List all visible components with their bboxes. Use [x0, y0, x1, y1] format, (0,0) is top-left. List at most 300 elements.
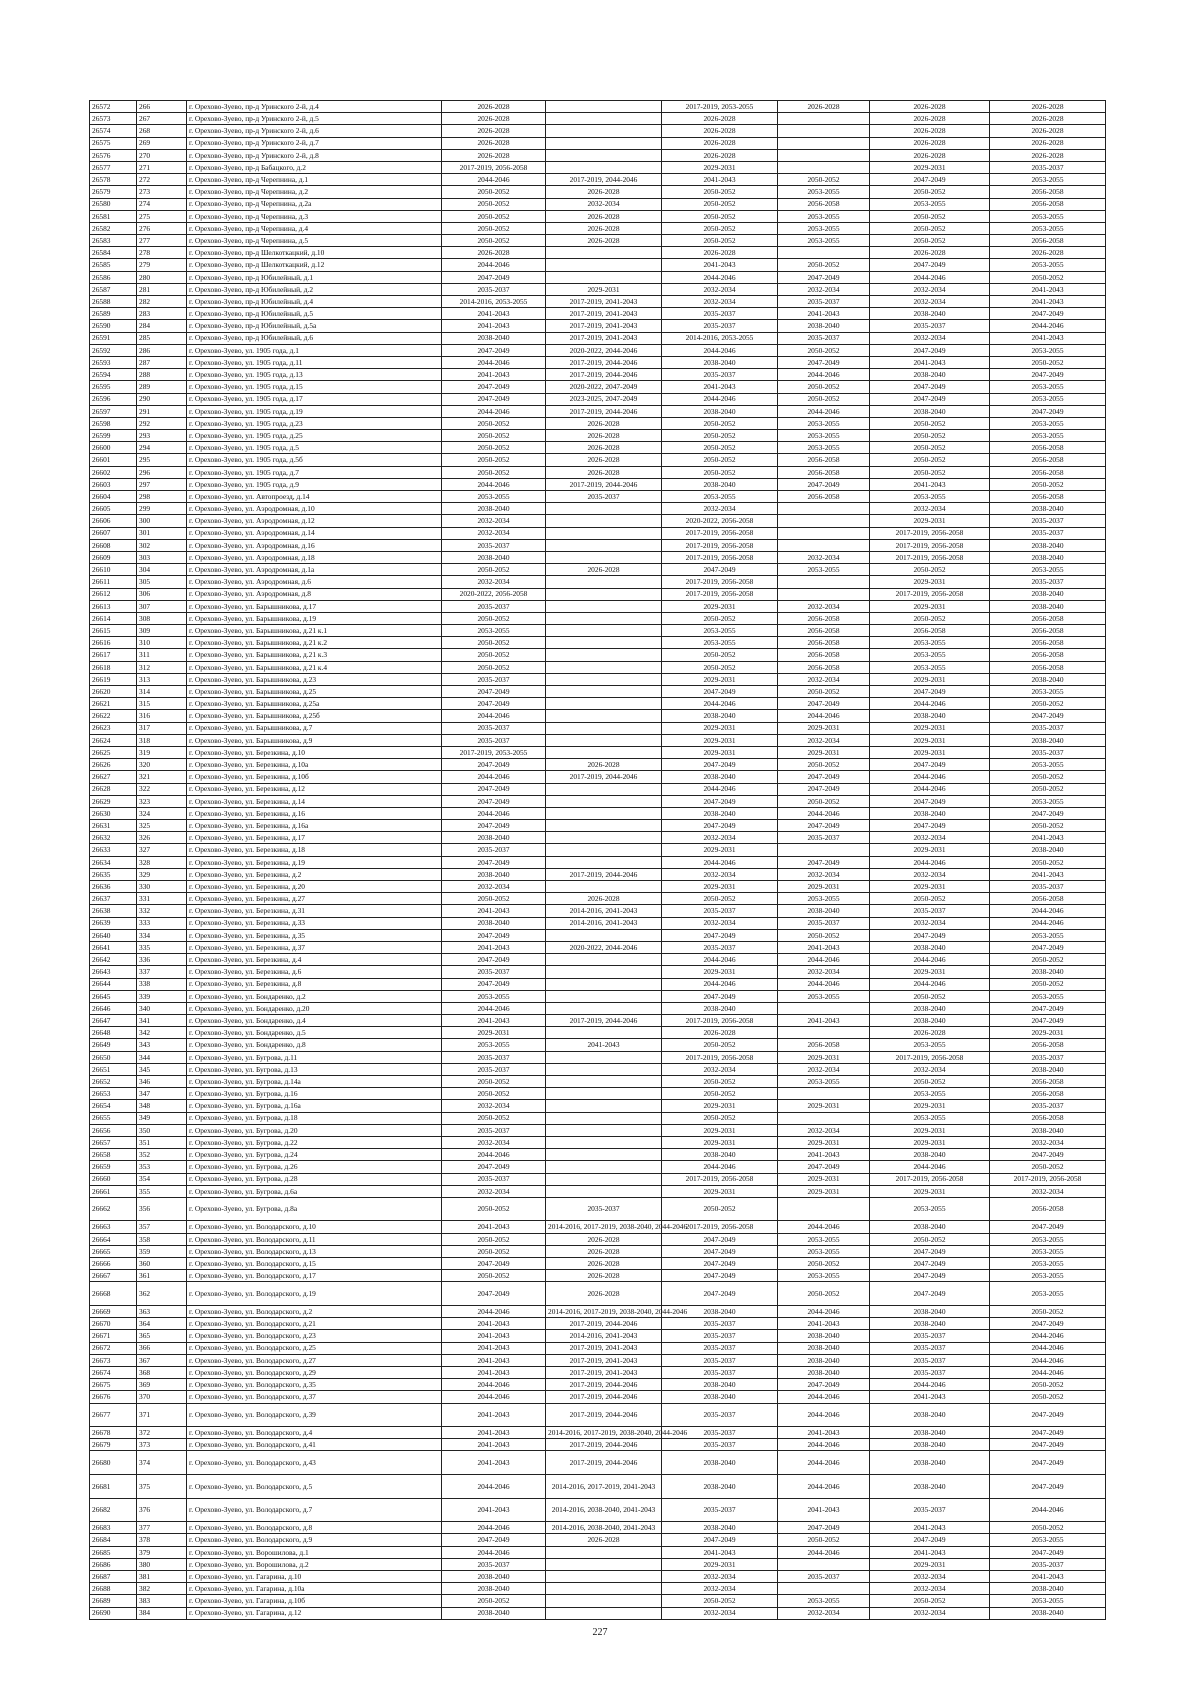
table-cell: 2029-2031: [990, 1027, 1106, 1039]
table-cell: 2032-2034: [662, 1063, 778, 1075]
table-cell: г. Орехово-Зуево, ул. Ворошилова, д.2: [187, 1558, 442, 1570]
table-cell: 2053-2055: [778, 210, 870, 222]
table-cell: г. Орехово-Зуево, ул. Аэродромная, д.10: [187, 503, 442, 515]
table-cell: г. Орехово-Зуево, пр-д Бабацкого, д.2: [187, 161, 442, 173]
table-cell: 2050-2052: [442, 661, 546, 673]
table-cell: 2035-2037: [662, 1498, 778, 1522]
table-cell: 2038-2040: [442, 332, 546, 344]
table-cell: 2053-2055: [778, 235, 870, 247]
table-cell: г. Орехово-Зуево, ул. Аэродромная, д.16: [187, 539, 442, 551]
table-cell: 2026-2028: [442, 137, 546, 149]
table-cell: 2038-2040: [662, 1379, 778, 1391]
table-row: [90, 1039, 1106, 1051]
table-cell: 26628: [90, 783, 137, 795]
table-cell: г. Орехово-Зуево, пр-д Шелкоткацкий, д.10: [187, 247, 442, 259]
table-cell: [546, 1124, 662, 1136]
table-cell: 2017-2019, 2056-2058: [870, 527, 990, 539]
table-cell: 381: [137, 1571, 187, 1583]
table-cell: 376: [137, 1498, 187, 1522]
table-cell: 2056-2058: [990, 1039, 1106, 1051]
table-cell: 377: [137, 1522, 187, 1534]
table-cell: [546, 929, 662, 941]
table-cell: 2029-2031: [662, 673, 778, 685]
table-cell: 2047-2049: [778, 478, 870, 490]
table-cell: 2038-2040: [442, 917, 546, 929]
table-cell: 328: [137, 856, 187, 868]
table-cell: 2044-2046: [778, 710, 870, 722]
table-cell: [778, 1002, 870, 1014]
table-cell: 2032-2034: [870, 917, 990, 929]
table-cell: 2032-2034: [990, 1185, 1106, 1197]
table-cell: 2029-2031: [870, 734, 990, 746]
table-cell: 2053-2055: [990, 759, 1106, 771]
table-cell: г. Орехово-Зуево, ул. Володарского, д.29: [187, 1366, 442, 1378]
table-row: [90, 1221, 1106, 1233]
table-cell: 2047-2049: [778, 1522, 870, 1534]
table-cell: 2044-2046: [990, 1342, 1106, 1354]
table-cell: 2050-2052: [662, 454, 778, 466]
table-cell: 2044-2046: [990, 917, 1106, 929]
table-cell: 271: [137, 161, 187, 173]
table-cell: 2050-2052: [662, 612, 778, 624]
table-row: [90, 868, 1106, 880]
table-cell: 2047-2049: [778, 271, 870, 283]
table-cell: 2056-2058: [990, 612, 1106, 624]
table-row: [90, 466, 1106, 478]
table-cell: 2041-2043: [546, 1039, 662, 1051]
table-cell: 26677: [90, 1403, 137, 1427]
table-cell: 2038-2040: [662, 807, 778, 819]
table-cell: [778, 149, 870, 161]
table-cell: 26690: [90, 1607, 137, 1619]
table-cell: 26673: [90, 1354, 137, 1366]
table-cell: 2044-2046: [442, 1149, 546, 1161]
table-cell: 2050-2052: [442, 1197, 546, 1221]
table-cell: 2029-2031: [870, 881, 990, 893]
table-cell: 2041-2043: [662, 174, 778, 186]
table-cell: 2047-2049: [990, 1546, 1106, 1558]
table-cell: 2029-2031: [870, 1185, 990, 1197]
table-row: [90, 929, 1106, 941]
table-cell: 2050-2052: [442, 649, 546, 661]
table-cell: 2029-2031: [778, 1136, 870, 1148]
table-cell: 2047-2049: [778, 1379, 870, 1391]
table-cell: 2053-2055: [990, 259, 1106, 271]
table-cell: 2056-2058: [990, 649, 1106, 661]
table-cell: 2047-2049: [778, 1161, 870, 1173]
table-cell: 2050-2052: [662, 893, 778, 905]
table-cell: г. Орехово-Зуево, ул. Аэродромная, д.6: [187, 576, 442, 588]
table-cell: [546, 600, 662, 612]
table-cell: 2041-2043: [442, 1015, 546, 1027]
table-cell: 2035-2037: [662, 320, 778, 332]
table-cell: 26586: [90, 271, 137, 283]
table-cell: г. Орехово-Зуево, ул. Аэродромная, д.18: [187, 551, 442, 563]
table-cell: 2041-2043: [442, 1451, 546, 1475]
table-cell: 2050-2052: [662, 442, 778, 454]
table-cell: 2032-2034: [778, 551, 870, 563]
table-row: [90, 649, 1106, 661]
table-cell: 2032-2034: [778, 734, 870, 746]
table-cell: 2038-2040: [870, 1475, 990, 1499]
table-cell: 2053-2055: [870, 491, 990, 503]
table-cell: 338: [137, 978, 187, 990]
table-row: [90, 515, 1106, 527]
table-cell: 2053-2055: [778, 430, 870, 442]
table-cell: 2029-2031: [662, 746, 778, 758]
table-cell: 26592: [90, 344, 137, 356]
table-cell: 2044-2046: [442, 259, 546, 271]
table-cell: 2050-2052: [990, 1161, 1106, 1173]
table-cell: 2038-2040: [870, 1149, 990, 1161]
table-cell: 2017-2019, 2056-2058: [870, 1051, 990, 1063]
table-cell: 2044-2046: [990, 320, 1106, 332]
table-cell: 369: [137, 1379, 187, 1391]
table-cell: [778, 1558, 870, 1570]
table-row: [90, 1498, 1106, 1522]
table-cell: г. Орехово-Зуево, ул. Барышникова, д.21 к.1: [187, 625, 442, 637]
table-cell: 2050-2052: [990, 954, 1106, 966]
table-row: [90, 856, 1106, 868]
table-cell: 2038-2040: [662, 1522, 778, 1534]
table-cell: г. Орехово-Зуево, ул. Барышникова, д.9: [187, 734, 442, 746]
table-cell: [546, 1088, 662, 1100]
table-cell: 2050-2052: [662, 210, 778, 222]
table-cell: г. Орехово-Зуево, ул. Гагарина, д.10б: [187, 1595, 442, 1607]
table-cell: 2053-2055: [870, 198, 990, 210]
table-cell: 330: [137, 881, 187, 893]
table-cell: 2056-2058: [778, 637, 870, 649]
table-cell: 26596: [90, 393, 137, 405]
table-cell: 2044-2046: [870, 978, 990, 990]
table-cell: 339: [137, 990, 187, 1002]
table-row: [90, 247, 1106, 259]
table-cell: 2029-2031: [778, 881, 870, 893]
table-cell: 340: [137, 1002, 187, 1014]
table-cell: 2044-2046: [870, 1161, 990, 1173]
table-cell: 2050-2052: [662, 1039, 778, 1051]
table-cell: 2044-2046: [662, 856, 778, 868]
table-cell: 313: [137, 673, 187, 685]
table-cell: 2017-2019, 2044-2046: [546, 868, 662, 880]
table-row: [90, 210, 1106, 222]
table-cell: 26682: [90, 1498, 137, 1522]
table-cell: 2047-2049: [990, 710, 1106, 722]
table-cell: 2038-2040: [662, 405, 778, 417]
table-cell: 26603: [90, 478, 137, 490]
table-cell: 2050-2052: [442, 466, 546, 478]
table-cell: 26659: [90, 1161, 137, 1173]
table-cell: 2041-2043: [442, 1330, 546, 1342]
table-cell: 26580: [90, 198, 137, 210]
table-cell: 26620: [90, 686, 137, 698]
table-cell: 2050-2052: [442, 186, 546, 198]
table-row: [90, 710, 1106, 722]
table-row: [90, 771, 1106, 783]
table-cell: г. Орехово-Зуево, ул. Барышникова, д.7: [187, 722, 442, 734]
table-row: [90, 734, 1106, 746]
table-cell: [546, 783, 662, 795]
table-cell: 2047-2049: [990, 1002, 1106, 1014]
table-row: [90, 978, 1106, 990]
table-cell: 2050-2052: [870, 612, 990, 624]
table-cell: 2056-2058: [990, 661, 1106, 673]
table-cell: 26583: [90, 235, 137, 247]
table-cell: 2050-2052: [870, 1595, 990, 1607]
table-cell: 2056-2058: [778, 466, 870, 478]
table-cell: 2053-2055: [990, 564, 1106, 576]
table-cell: 2050-2052: [442, 1245, 546, 1257]
table-cell: 2032-2034: [546, 198, 662, 210]
table-cell: г. Орехово-Зуево, пр-д Уринского 2-й, д.8: [187, 149, 442, 161]
table-cell: 2017-2019, 2056-2058: [662, 1221, 778, 1233]
table-row: [90, 1475, 1106, 1499]
table-cell: 2032-2034: [662, 296, 778, 308]
table-cell: 2050-2052: [442, 235, 546, 247]
table-cell: 2029-2031: [778, 1185, 870, 1197]
table-cell: 321: [137, 771, 187, 783]
table-cell: 2029-2031: [662, 722, 778, 734]
table-cell: [778, 503, 870, 515]
table-cell: г. Орехово-Зуево, ул. Володарского, д.4: [187, 1427, 442, 1439]
table-cell: 343: [137, 1039, 187, 1051]
table-row: [90, 405, 1106, 417]
table-cell: 2044-2046: [442, 1379, 546, 1391]
table-cell: 2050-2052: [662, 649, 778, 661]
table-row: [90, 1149, 1106, 1161]
table-cell: 266: [137, 101, 187, 113]
table-row: [90, 1051, 1106, 1063]
table-cell: 2050-2052: [778, 381, 870, 393]
table-cell: 360: [137, 1258, 187, 1270]
table-cell: 2047-2049: [442, 1258, 546, 1270]
table-cell: 2056-2058: [990, 1088, 1106, 1100]
table-cell: 2044-2046: [778, 807, 870, 819]
table-cell: 26661: [90, 1185, 137, 1197]
table-cell: 2053-2055: [442, 990, 546, 1002]
table-cell: [546, 1607, 662, 1619]
table-cell: г. Орехово-Зуево, ул. 1905 года, д.23: [187, 417, 442, 429]
table-cell: г. Орехово-Зуево, ул. Березкина, д.12: [187, 783, 442, 795]
table-cell: 2050-2052: [870, 222, 990, 234]
table-cell: 26626: [90, 759, 137, 771]
table-cell: 2041-2043: [870, 1391, 990, 1403]
table-cell: 2050-2052: [870, 430, 990, 442]
table-cell: 2038-2040: [990, 539, 1106, 551]
table-cell: 2029-2031: [870, 161, 990, 173]
table-cell: 2035-2037: [662, 1330, 778, 1342]
table-cell: г. Орехово-Зуево, ул. Бугрова, д.11: [187, 1051, 442, 1063]
table-cell: 2044-2046: [870, 771, 990, 783]
table-cell: 2050-2052: [662, 1197, 778, 1221]
table-cell: 26683: [90, 1522, 137, 1534]
table-row: [90, 1354, 1106, 1366]
table-cell: 26576: [90, 149, 137, 161]
table-cell: 2038-2040: [870, 1002, 990, 1014]
table-cell: 2041-2043: [990, 296, 1106, 308]
table-cell: 2035-2037: [442, 844, 546, 856]
table-cell: 2050-2052: [442, 612, 546, 624]
table-cell: 2050-2052: [990, 978, 1106, 990]
table-cell: 2017-2019, 2041-2043: [546, 296, 662, 308]
table-cell: 2044-2046: [442, 1475, 546, 1499]
table-cell: [546, 515, 662, 527]
table-cell: г. Орехово-Зуево, ул. Барышникова, д.25б: [187, 710, 442, 722]
table-cell: 288: [137, 369, 187, 381]
table-cell: 2050-2052: [442, 1112, 546, 1124]
table-cell: 2035-2037: [442, 1124, 546, 1136]
table-row: [90, 588, 1106, 600]
table-cell: 2038-2040: [442, 868, 546, 880]
table-cell: 26589: [90, 308, 137, 320]
table-cell: [546, 588, 662, 600]
table-cell: 2050-2052: [870, 1076, 990, 1088]
table-cell: г. Орехово-Зуево, ул. Березкина, д.10: [187, 746, 442, 758]
table-cell: 353: [137, 1161, 187, 1173]
table-cell: 273: [137, 186, 187, 198]
table-cell: [546, 698, 662, 710]
table-row: [90, 454, 1106, 466]
table-cell: 318: [137, 734, 187, 746]
table-cell: 2044-2046: [778, 1475, 870, 1499]
table-cell: 2029-2031: [870, 576, 990, 588]
table-cell: 26678: [90, 1427, 137, 1439]
table-cell: 2050-2052: [870, 210, 990, 222]
table-cell: 2053-2055: [662, 491, 778, 503]
table-cell: 2044-2046: [778, 954, 870, 966]
table-cell: 26623: [90, 722, 137, 734]
table-cell: 2038-2040: [442, 1571, 546, 1583]
table-cell: 284: [137, 320, 187, 332]
table-cell: 2044-2046: [442, 1002, 546, 1014]
table-row: [90, 1063, 1106, 1075]
table-cell: 2032-2034: [662, 1571, 778, 1583]
table-row: [90, 1366, 1106, 1378]
table-cell: г. Орехово-Зуево, ул. Володарского, д.19: [187, 1282, 442, 1306]
table-cell: 2056-2058: [990, 454, 1106, 466]
table-cell: 300: [137, 515, 187, 527]
table-cell: г. Орехово-Зуево, ул. Аэродромная, д.1а: [187, 564, 442, 576]
table-cell: 296: [137, 466, 187, 478]
table-cell: 2047-2049: [662, 686, 778, 698]
table-cell: 2038-2040: [990, 551, 1106, 563]
table-cell: 2050-2052: [662, 198, 778, 210]
table-cell: 2035-2037: [662, 905, 778, 917]
table-cell: 26615: [90, 625, 137, 637]
table-cell: 26616: [90, 637, 137, 649]
table-cell: г. Орехово-Зуево, ул. Володарского, д.21: [187, 1318, 442, 1330]
table-cell: г. Орехово-Зуево, ул. Березкина, д.6: [187, 966, 442, 978]
table-cell: 2047-2049: [442, 393, 546, 405]
table-row: [90, 881, 1106, 893]
table-cell: [546, 1002, 662, 1014]
table-cell: г. Орехово-Зуево, пр-д Юбилейный, д.5а: [187, 320, 442, 332]
table-row: [90, 271, 1106, 283]
table-cell: [778, 527, 870, 539]
table-cell: 26597: [90, 405, 137, 417]
table-cell: 2038-2040: [778, 1330, 870, 1342]
table-cell: 2047-2049: [990, 1015, 1106, 1027]
table-cell: 2032-2034: [778, 1124, 870, 1136]
table-cell: [546, 1100, 662, 1112]
table-cell: 2044-2046: [990, 1354, 1106, 1366]
table-cell: 311: [137, 649, 187, 661]
table-cell: 2044-2046: [662, 344, 778, 356]
table-row: [90, 844, 1106, 856]
table-cell: 2050-2052: [442, 1088, 546, 1100]
table-cell: 2053-2055: [778, 564, 870, 576]
table-cell: 2026-2028: [546, 1270, 662, 1282]
table-row: [90, 491, 1106, 503]
table-cell: 351: [137, 1136, 187, 1148]
table-cell: 26613: [90, 600, 137, 612]
table-cell: г. Орехово-Зуево, ул. Бугрова, д.16а: [187, 1100, 442, 1112]
table-cell: 2026-2028: [662, 1027, 778, 1039]
table-cell: 26662: [90, 1197, 137, 1221]
table-cell: 364: [137, 1318, 187, 1330]
table-cell: 26637: [90, 893, 137, 905]
table-cell: 2035-2037: [778, 296, 870, 308]
table-cell: 2056-2058: [990, 235, 1106, 247]
table-cell: 2050-2052: [442, 1233, 546, 1245]
table-cell: 286: [137, 344, 187, 356]
table-cell: 2050-2052: [990, 271, 1106, 283]
table-cell: [778, 539, 870, 551]
table-cell: 2044-2046: [990, 1498, 1106, 1522]
table-cell: 26594: [90, 369, 137, 381]
table-cell: 2056-2058: [990, 1076, 1106, 1088]
table-cell: 2017-2019, 2056-2058: [442, 161, 546, 173]
table-cell: 2032-2034: [442, 527, 546, 539]
table-cell: 2047-2049: [990, 1221, 1106, 1233]
table-cell: 2050-2052: [442, 564, 546, 576]
table-cell: [778, 576, 870, 588]
table-cell: 2041-2043: [990, 832, 1106, 844]
table-cell: 2050-2052: [778, 174, 870, 186]
table-cell: [546, 990, 662, 1002]
table-cell: 2047-2049: [442, 686, 546, 698]
table-cell: 2056-2058: [990, 186, 1106, 198]
table-cell: г. Орехово-Зуево, ул. Бугрова, д.28: [187, 1173, 442, 1185]
table-cell: 347: [137, 1088, 187, 1100]
table-cell: 324: [137, 807, 187, 819]
table-cell: [546, 576, 662, 588]
table-cell: 2038-2040: [990, 1583, 1106, 1595]
table-row: [90, 1330, 1106, 1342]
table-cell: 26640: [90, 929, 137, 941]
table-cell: 2035-2037: [662, 1354, 778, 1366]
table-row: [90, 1112, 1106, 1124]
table-cell: [546, 1583, 662, 1595]
table-cell: 2017-2019, 2056-2058: [870, 588, 990, 600]
table-cell: 26579: [90, 186, 137, 198]
table-cell: 2035-2037: [778, 832, 870, 844]
table-cell: 277: [137, 235, 187, 247]
table-row: [90, 222, 1106, 234]
table-cell: [546, 125, 662, 137]
table-cell: 2044-2046: [870, 856, 990, 868]
table-cell: г. Орехово-Зуево, ул. Березкина, д.16а: [187, 820, 442, 832]
table-cell: [778, 113, 870, 125]
table-cell: 2047-2049: [442, 698, 546, 710]
table-cell: 2053-2055: [990, 417, 1106, 429]
table-cell: 2029-2031: [778, 1173, 870, 1185]
table-cell: [546, 1149, 662, 1161]
table-cell: 2053-2055: [990, 1245, 1106, 1257]
table-cell: 26664: [90, 1233, 137, 1245]
table-cell: 2038-2040: [662, 1391, 778, 1403]
table-cell: 2050-2052: [990, 698, 1106, 710]
